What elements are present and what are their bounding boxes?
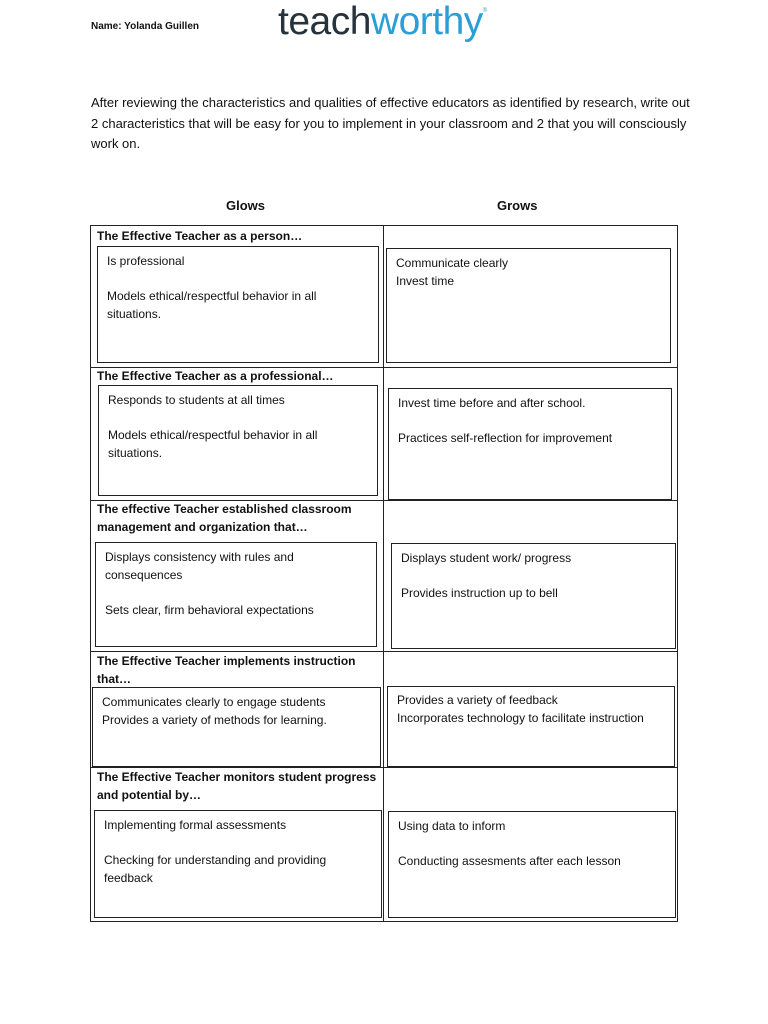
cell-line: Invest time <box>396 273 455 288</box>
column-header-glows: Glows <box>226 198 266 213</box>
cell-line: Provides instruction up to bell <box>401 586 558 600</box>
cell-line <box>398 836 666 854</box>
grows-cell-monitoring[interactable] <box>388 811 676 918</box>
cell-line: Conducting assesments after each lesson <box>398 854 621 868</box>
cell-line <box>107 271 369 289</box>
student-name: Name: Yolanda Guillen <box>91 21 199 32</box>
glows-cell-professional[interactable] <box>98 385 378 496</box>
cell-line: Displays consistency with rules and <box>105 550 294 564</box>
grows-cell-professional[interactable] <box>388 388 672 500</box>
logo-text-worthy: worthy <box>370 0 483 43</box>
table-row-divider <box>90 767 678 768</box>
teachworthy-logo <box>278 0 487 44</box>
cell-line: Responds to students at all times <box>108 393 285 407</box>
cell-line: feedback <box>104 870 153 885</box>
cell-line <box>104 835 372 853</box>
grows-cell-person[interactable] <box>386 248 671 363</box>
glows-cell-person[interactable] <box>97 246 379 363</box>
cell-line: Models ethical/respectful behavior in all <box>107 289 317 303</box>
cell-line: situations. <box>108 445 163 460</box>
cell-line: Using data to inform <box>398 819 506 833</box>
cell-line: Incorporates technology to facilitate instruction <box>397 710 644 725</box>
grows-cell-instruction[interactable] <box>387 686 675 767</box>
grows-cell-management[interactable] <box>391 543 676 649</box>
row-heading-monitoring: The Effective Teacher monitors student progress and potential by… <box>97 770 377 802</box>
table-column-divider <box>383 225 384 922</box>
cell-line: Provides a variety of feedback <box>397 693 558 707</box>
cell-line: Implementing formal assessments <box>104 818 287 832</box>
glows-cell-instruction[interactable] <box>92 687 381 767</box>
logo-text-teach: teach <box>278 0 371 43</box>
cell-line: Provides a variety of methods for learning. <box>102 712 327 727</box>
glows-cell-monitoring[interactable] <box>94 810 382 918</box>
row-heading-person: The Effective Teacher as a person… <box>97 229 303 243</box>
row-heading-professional: The Effective Teacher as a professional… <box>97 369 334 383</box>
table-row-divider <box>90 651 678 652</box>
cell-line: Communicates clearly to engage students <box>102 695 326 709</box>
cell-line: Invest time before and after school. <box>398 396 586 410</box>
cell-line <box>105 584 367 602</box>
row-heading-instruction: The Effective Teacher implements instruction that… <box>97 654 356 686</box>
cell-line <box>398 413 662 431</box>
cell-line: Checking for understanding and providing <box>104 853 327 867</box>
instructions-paragraph: After reviewing the characteristics and qualities of effective educators as identified by research, write out 2 characteristics that will be easy for you to implement in your classroom and 2 that you will consciously work on. <box>91 95 690 151</box>
cell-line: Displays student work/ progress <box>401 551 572 565</box>
cell-line <box>401 568 666 586</box>
glows-cell-management[interactable] <box>95 542 377 647</box>
cell-line: consequences <box>105 567 183 582</box>
cell-line: Models ethical/respectful behavior in all <box>108 428 318 442</box>
cell-line: Communicate clearly <box>396 256 509 270</box>
cell-line: Is professional <box>107 254 185 268</box>
column-header-grows: Grows <box>497 198 538 213</box>
cell-line: situations. <box>107 306 162 321</box>
registered-mark-icon: ® <box>482 8 487 14</box>
cell-line <box>108 410 368 428</box>
row-heading-management: The effective Teacher established classroom management and organization that… <box>97 502 352 534</box>
cell-line: Practices self-reflection for improvement <box>398 431 613 445</box>
cell-line: Sets clear, firm behavioral expectations <box>105 602 314 617</box>
